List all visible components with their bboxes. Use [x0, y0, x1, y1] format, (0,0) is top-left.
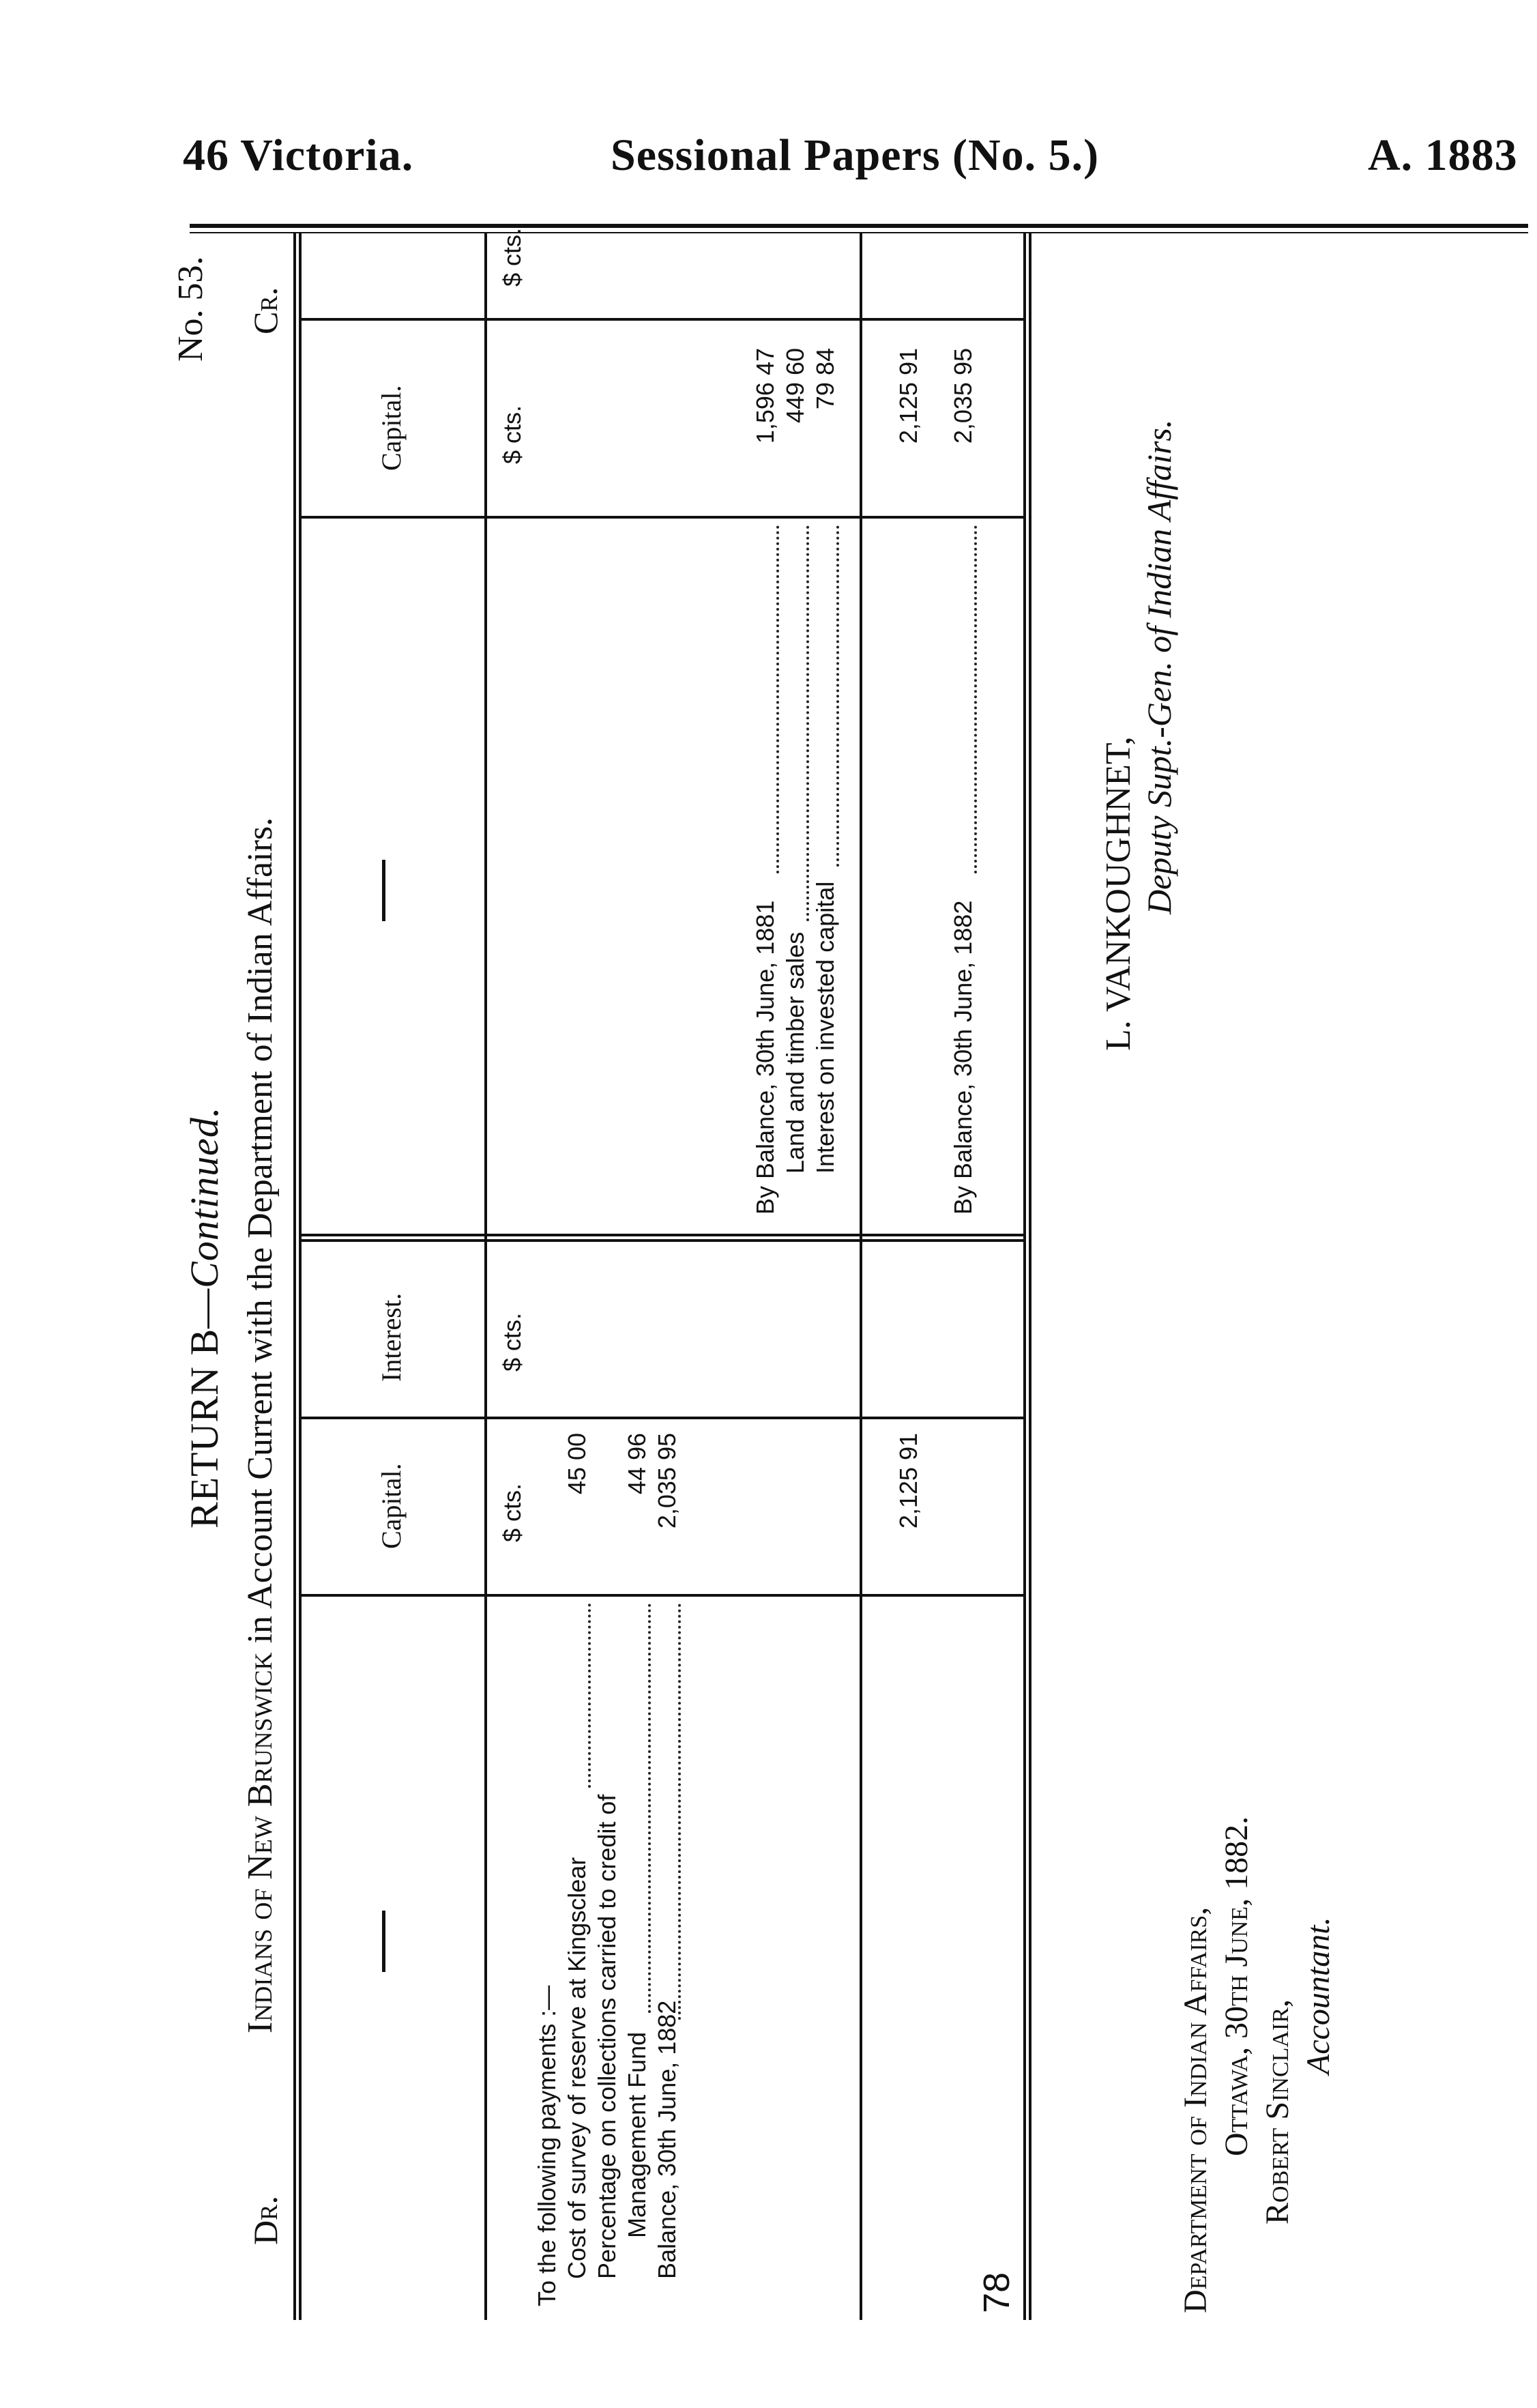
debit-capital-unit: $ cts. — [498, 1483, 526, 1542]
debit-interest-unit: $ cts. — [498, 1312, 526, 1372]
header-bottom-rule — [484, 232, 487, 2320]
running-head-left: 46 Victoria. — [183, 130, 414, 180]
credit-row-balance-1882-leader — [974, 525, 977, 873]
credit-extra-unit: $ cts. — [498, 227, 526, 287]
credit-row-interest-leader — [836, 525, 839, 867]
running-head-center: Sessional Papers (No. 5.) — [611, 130, 1100, 180]
table-bottom-rule — [1023, 232, 1026, 2320]
return-title-continued: Continued. — [182, 1106, 226, 1288]
credit-row-balance-1882: By Balance, 30th June, 1882 — [949, 900, 977, 1215]
debit-capital-separator — [299, 1417, 1023, 1419]
debit-interest-header: Interest. — [376, 1293, 407, 1382]
debit-capital-total: 2,125 91 — [894, 1433, 922, 1529]
account-subtitle-rest: in Account Current with the Department of Indian Affairs. — [241, 817, 280, 1653]
debit-row-management: Management Fund — [623, 2031, 651, 2238]
credit-capital-separator — [299, 318, 1023, 321]
signature-name: L. VANKOUGHNET, — [1099, 736, 1138, 1051]
debit-row-balance-leader — [678, 1604, 681, 2020]
footer-place-date-text: Ottawa, 30th June, 1882. — [1218, 1816, 1255, 2156]
credit-capital-unit: $ cts. — [498, 405, 526, 464]
debit-capital-survey: 45 00 — [563, 1433, 591, 1495]
footer-department: Department of Indian Affairs, — [1177, 1906, 1214, 2313]
table-bottom-rule-inner — [1029, 232, 1031, 2320]
debit-desc-header-dash — [382, 1911, 385, 1972]
credit-row-land-sales-leader — [806, 525, 809, 921]
rotated-account-page — [164, 218, 1446, 2334]
account-subtitle — [240, 817, 280, 2033]
return-title-main: RETURN B— — [182, 1288, 226, 1528]
debit-label: Dr. — [246, 2196, 284, 2245]
page-number: 78 — [976, 2272, 1017, 2313]
credit-capital-interest: 79 84 — [811, 348, 839, 410]
footer-place-date — [1218, 1816, 1255, 2156]
table-top-rule — [293, 232, 296, 2320]
table-top-rule-inner — [299, 232, 302, 2320]
debit-row-management-leader — [648, 1604, 651, 2013]
account-subtitle-name: Indians of New Brunswick — [241, 1652, 280, 2033]
credit-row-land-sales: Land and timber sales — [781, 931, 809, 1174]
debit-capital-header: Capital. — [376, 1463, 407, 1549]
credit-capital-header: Capital. — [376, 385, 407, 471]
debit-row-balance: Balance, 30th June, 1882 — [653, 2000, 681, 2279]
credit-capital-total: 2,125 91 — [894, 348, 922, 444]
debit-row-survey-leader — [588, 1604, 591, 1788]
credit-row-balance-1881-leader — [776, 525, 779, 873]
signature-title: Deputy Supt.-Gen. of Indian Affairs. — [1140, 419, 1178, 914]
footer-accountant-title — [1300, 1917, 1337, 2074]
debit-credit-separator — [299, 1239, 1023, 1242]
credit-row-balance-1881: By Balance, 30th June, 1881 — [751, 900, 779, 1215]
footer-accountant-title-text: Accountant. — [1300, 1917, 1336, 2074]
credit-row-interest: Interest on invested capital — [811, 881, 839, 1174]
credit-label: Cr. — [246, 287, 284, 334]
debit-row-intro: To the following payments :— — [533, 1985, 561, 2306]
return-number: No. 53. — [171, 256, 210, 362]
footer-accountant-name: Robert Sinclair, — [1259, 1999, 1296, 2224]
credit-desc-separator — [299, 516, 1023, 519]
running-head-right: A. 1883 — [1368, 130, 1518, 180]
credit-capital-land-sales: 449 60 — [781, 348, 809, 424]
return-title — [181, 1107, 227, 1528]
credit-desc-header-dash — [382, 860, 385, 921]
debit-row-survey: Cost of survey of reserve at Kingsclear — [563, 1857, 591, 2279]
debit-credit-separator-inner — [299, 1234, 1023, 1236]
debit-row-percentage: Percentage on collections carried to credit of — [593, 1794, 621, 2279]
table-right-rule — [860, 232, 862, 2320]
debit-capital-management: 44 96 — [623, 1433, 651, 1495]
debit-capital-balance: 2,035 95 — [653, 1433, 681, 1529]
credit-capital-balance-1882: 2,035 95 — [949, 348, 977, 444]
credit-capital-balance-1881: 1,596 47 — [751, 348, 779, 444]
debit-total-rule — [873, 1594, 982, 1597]
